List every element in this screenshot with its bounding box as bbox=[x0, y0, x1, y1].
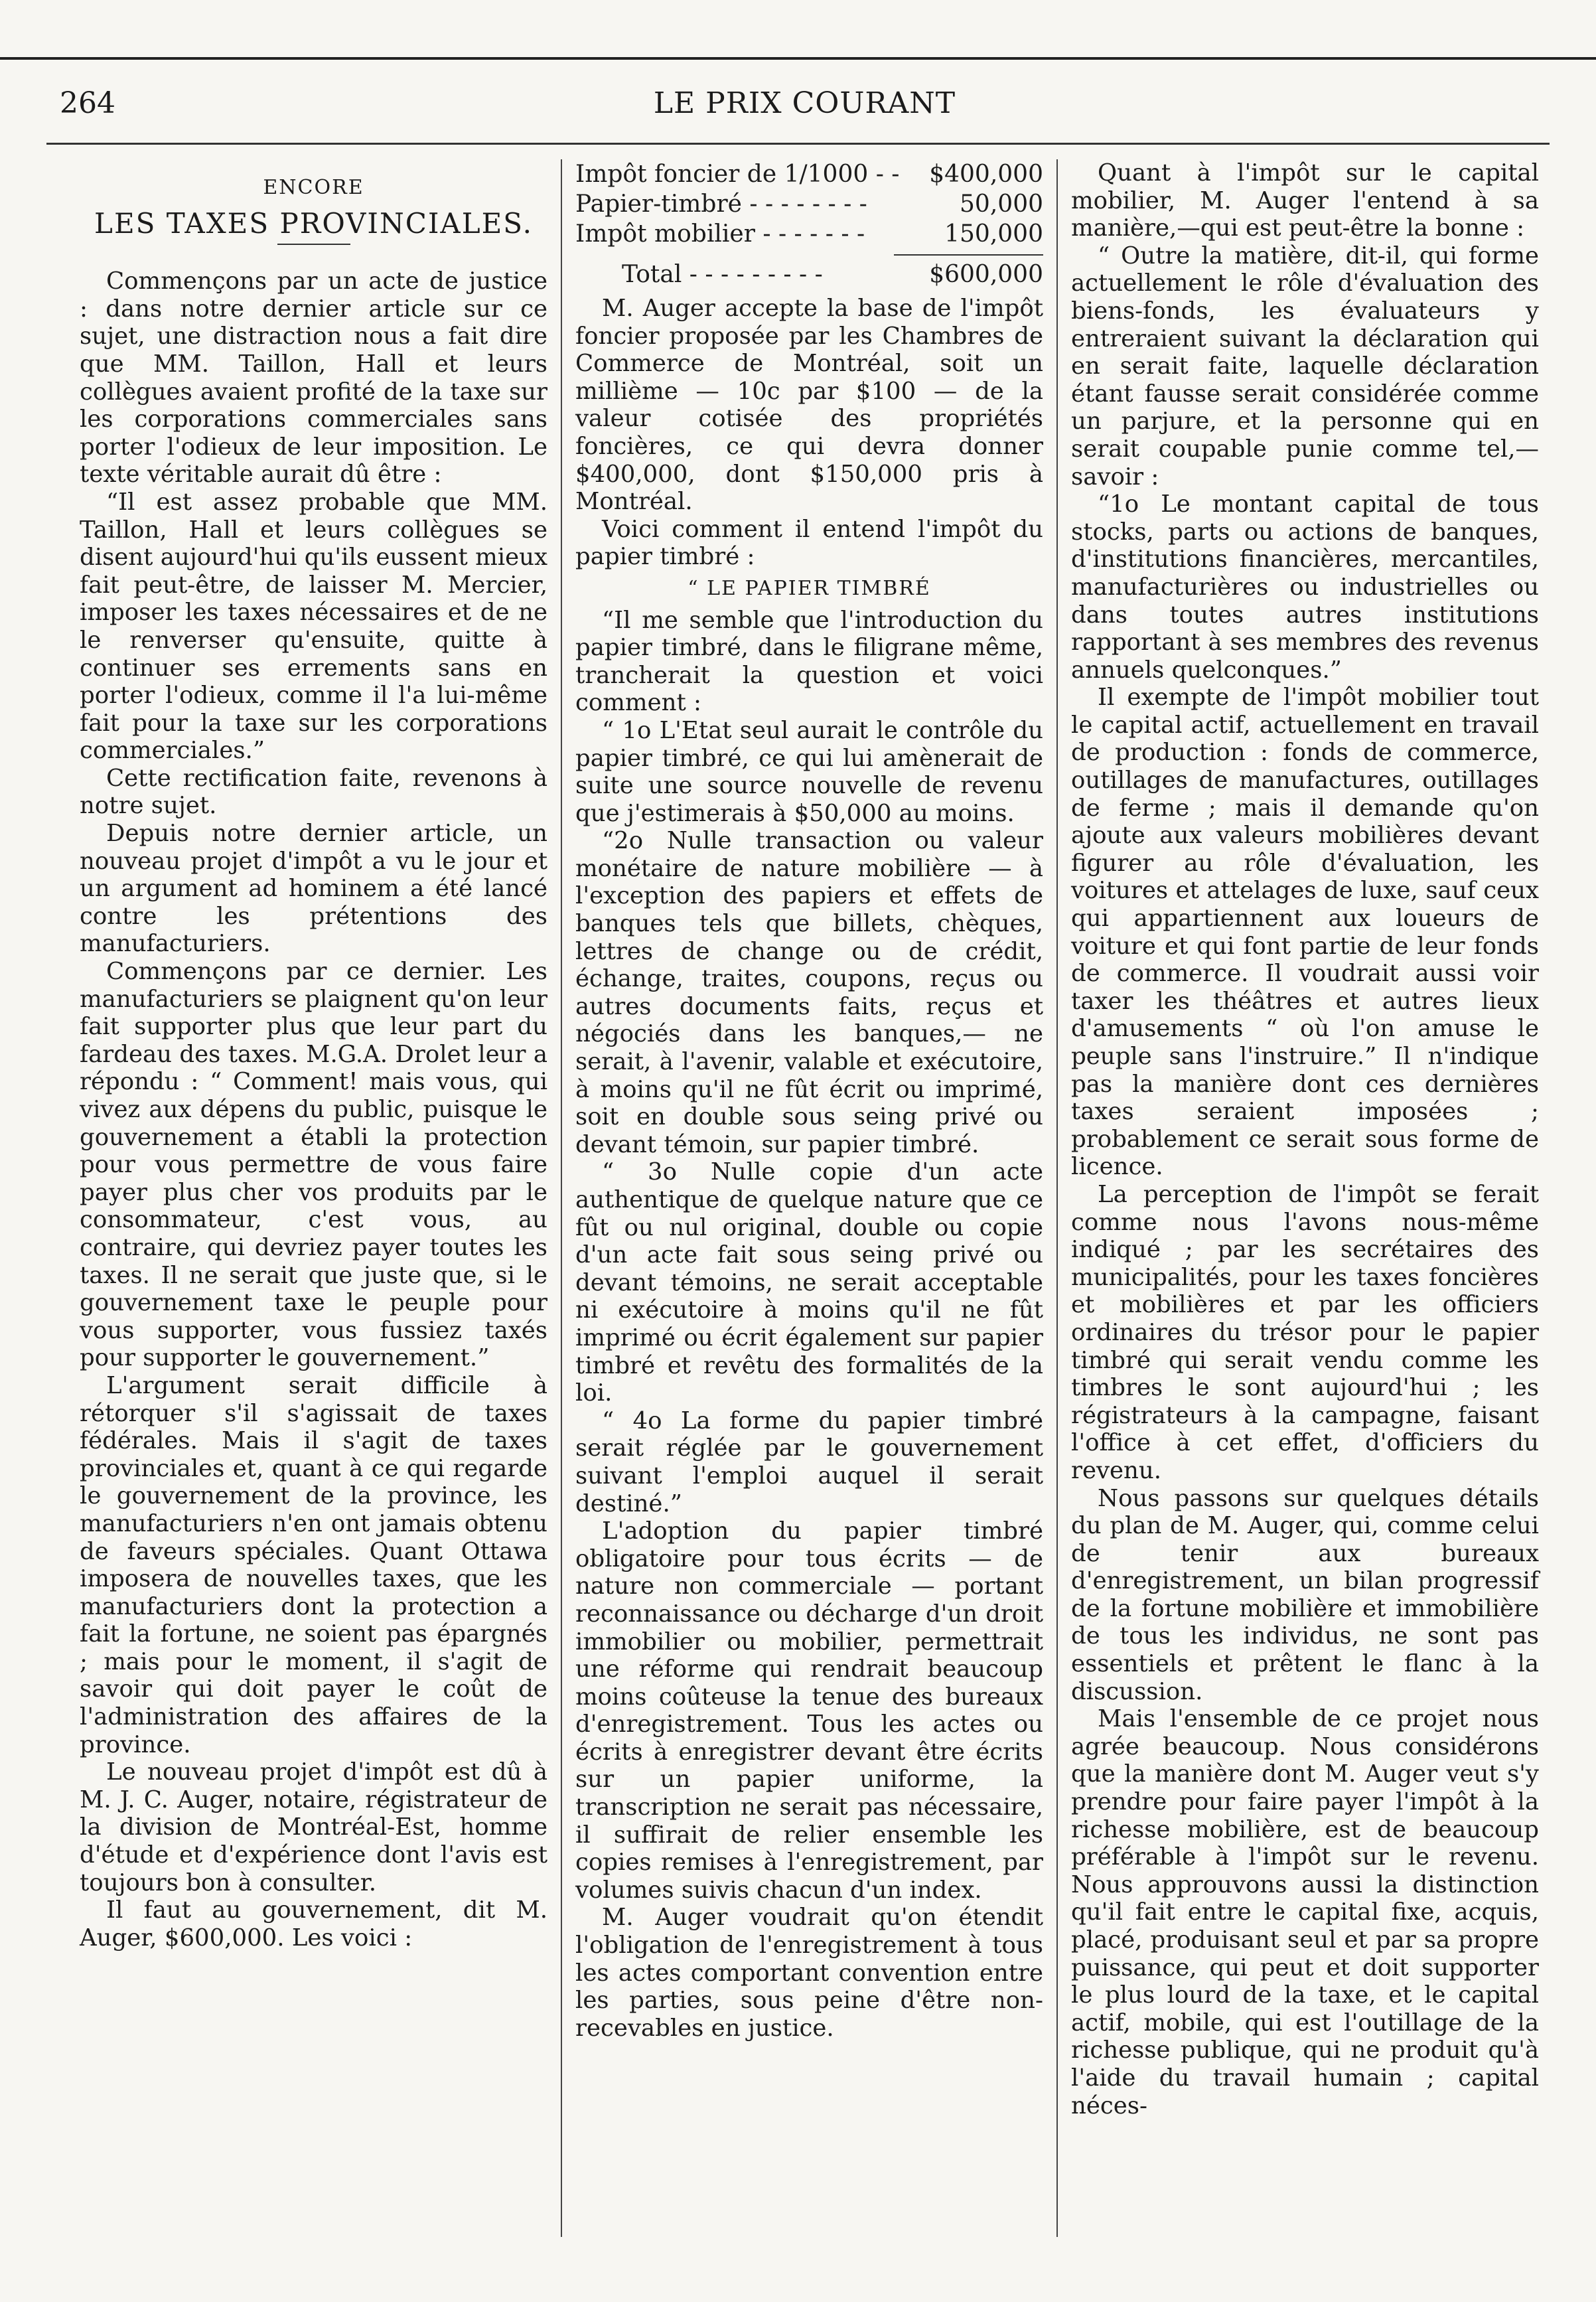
paragraph: La perception de l'impôt se ferait comme nous l'avons nous-même indiqué ; par les secrétaires des municipalités, pour les taxes foncières et mobilières et par les officiers ordinaires du trésor pour le papier timbré qui serait vendu comme les timbres le sont aujourd'hui ; les régistrateurs à la campagne, faisant l'office à cet effet, d'officiers du revenu. bbox=[1071, 1180, 1539, 1484]
paragraph: Mais l'ensemble de ce projet nous agrée beaucoup. Nous considérons que la manière dont M. Auger veut s'y prendre pour faire payer l'impôt à la richesse mobilière, est de beaucoup préférable à l'impôt sur le revenu. Nous approuvons aussi la distinction qu'il fait entre le capital fixe, acquis, placé, produisant seul et par sa propre puissance, qui peut et doit supporter le plus lourd de la taxe, et le capital actif, mobile, qui est l'outillage de la richesse publique, qui ne produit qu'à l'aide du travail humain ; capital néces- bbox=[1071, 1705, 1539, 2119]
header-rule bbox=[46, 143, 1550, 145]
paragraph: Nous passons sur quelques détails du plan de M. Auger, qui, comme celui de tenir aux bureaux d'enregistrement, un bilan progressif de la fortune mobilière et immobilière de tous les individus, ne sont pas essentiels et prêtent le flanc à la discussion. bbox=[1071, 1484, 1539, 1705]
paragraph: Cette rectification faite, revenons à notre sujet. bbox=[80, 764, 547, 820]
paragraph: Voici comment il entend l'impôt du papier timbré : bbox=[575, 515, 1043, 571]
top-border bbox=[0, 57, 1596, 60]
paragraph: Quant à l'impôt sur le capital mobilier, M. Auger l'entend à sa manière,—qui est peut-être la bonne : bbox=[1071, 159, 1539, 242]
section-subhead: “ LE PAPIER TIMBRÉ bbox=[688, 576, 931, 600]
masthead-title: LE PRIX COURANT bbox=[653, 86, 956, 120]
page-header bbox=[60, 86, 1550, 133]
tax-total-row: Total - - - - - - - - - $600,000 bbox=[622, 261, 1043, 288]
quoted-paragraph: “2o Nulle transaction ou valeur monétaire de nature mobilière — à l'exception des papiers et effets de banques tels que billets, chèques, lettres de change ou de crédit, échange, traites, coupons, reçus ou autres documents faits, reçus et négociés dans les banques,— ne serait, à l'avenir, valable et exécutoire, à moins qu'il ne fût écrit ou imprimé, soit en double sous seing privé ou devant témoin, sur papier timbré. bbox=[575, 827, 1043, 1158]
quoted-paragraph: “ 1o L'Etat seul aurait le contrôle du papier timbré, ce qui lui amènerait de suite une source nouvelle de revenu que j'estimerais à $50,000 au moins. bbox=[575, 716, 1043, 827]
tax-row: Impôt mobilier - - - - - - - 150,000 bbox=[575, 220, 1043, 248]
quoted-paragraph: “ 4o La forme du papier timbré serait réglée par le gouvernement suivant l'emploi auquel il serait destiné.” bbox=[575, 1407, 1043, 1517]
paragraph: L'argument serait difficile à rétorquer s'il s'agissait de taxes fédérales. Mais il s'agit de taxes provinciales et, quant à ce qui regarde le gouvernement de la province, les manufacturiers n'en ont jamais obtenu de faveurs spéciales. Quant Ottawa imposera de nouvelles taxes, que les manufacturiers dont la protection a fait la fortune, ne soient pas épargnés ; mais pour le moment, il s'agit de savoir qui doit payer le coût de l'administration des affaires de la province. bbox=[80, 1371, 547, 1758]
quoted-paragraph: “Il me semble que l'introduction du papier timbré, dans le filigrane même, trancherait la question et voici comment : bbox=[575, 606, 1043, 717]
tax-row: Papier-timbré - - - - - - - - 50,000 bbox=[575, 191, 1043, 218]
quoted-paragraph: “ Outre la matière, dit-il, qui forme actuellement le rôle d'évaluation des biens-fonds, les évaluateurs y entreraient suivant la déclaration qui en serait faite, laquelle déclaration étant fausse serait considérée comme un parjure, et la personne qui en serait coupable punie comme tel,—savoir : bbox=[1071, 242, 1539, 491]
quoted-paragraph: “ 3o Nulle copie d'un acte authentique de quelque nature que ce fût ou nul original, double ou copie d'un acte fait sous seing privé ou devant témoins, ne serait acceptable ni exécutoire à moins qu'il ne fût imprimé ou écrit également sur papier timbré et revêtu des formalités de la loi. bbox=[575, 1158, 1043, 1407]
paragraph: Il exempte de l'impôt mobilier tout le capital actif, actuellement en travail de production : fonds de commerce, outillages de manufactures, outillages de ferme ; mais il demande qu'on ajoute aux valeurs mobilières devant figurer au rôle d'évaluation, les voitures et attelages de luxe, sauf ceux qui appartiennent aux loueurs de voiture et qui font partie de leur fonds de commerce. Il voudrait aussi voir taxer les théâtres et autres lieux d'amusements “ où l'on amuse le peuple sans l'instruire.” Il n'indique pas la manière dont ces dernières taxes seraient imposées ; probablement ce serait sous forme de licence. bbox=[1071, 684, 1539, 1181]
paragraph: Le nouveau projet d'impôt est dû à M. J. C. Auger, notaire, régistrateur de la division de Montréal-Est, homme d'étude et d'expérience dont l'avis est toujours bon à consulter. bbox=[80, 1758, 547, 1896]
paragraph: M. Auger accepte la base de l'impôt foncier proposée par les Chambres de Commerce de Montréal, soit un millième — 10c par $100 — de la valeur cotisée des propriétés foncières, ce qui devra donner $400,000, dont $150,000 pris à Montréal. bbox=[575, 295, 1043, 516]
paragraph: Commençons par ce dernier. Les manufacturiers se plaignent qu'on leur fait supporter plus que leur part du fardeau des taxes. M.G.A. Drolet leur a répondu : “ Comment! mais vous, qui vivez aux dépens du public, puisque le gouvernement a établi la protection pour vous permettre de vous faire payer plus cher vos produits par le consommateur, c'est vous, au contraire, qui devriez payer toutes les taxes. Il ne serait que juste que, si le gouvernement taxe le peuple pour vous supporter, vous fussiez taxés pour supporter le gouvernement.” bbox=[80, 958, 547, 1372]
column-2 bbox=[575, 159, 1043, 2237]
column-1 bbox=[80, 159, 547, 2237]
column-divider bbox=[561, 159, 562, 2237]
paragraph: L'adoption du papier timbré obligatoire pour tous écrits — de nature non commerciale — portant reconnaissance ou décharge d'un droit immobilier ou mobilier, permettrait une réforme qui rendrait beaucoup moins coûteuse la tenue des bureaux d'enregistrement. Tous les actes ou écrits à enregistrer devant être écrits sur un papier uniforme, la transcription ne serait pas nécessaire, il suffirait de relier ensemble les copies remises à l'enregistrement, par volumes suivis chacun d'un index. bbox=[575, 1517, 1043, 1904]
quoted-paragraph: “Il est assez probable que MM. Taillon, Hall et leurs collègues se disent aujourd'hui qu'ils eussent mieux fait peut-être, de laisser M. Mercier, imposer les taxes nécessaires et de ne le renverser qu'ensuite, quitte à continuer ses errements sans en porter l'odieux, comme il l'a lui-même fait pour la taxe sur les corporations commerciales.” bbox=[80, 488, 548, 765]
paragraph: M. Auger voudrait qu'on étendit l'obligation de l'enregistrement à tous les actes comportant convention entre les parties, sous peine d'être non-recevables en justice. bbox=[575, 1904, 1043, 2042]
sum-rule bbox=[894, 254, 1043, 256]
quoted-paragraph: “1o Le montant capital de tous stocks, parts ou actions de banques, d'institutions financières, mercantiles, manufacturières ou industrielles ou dans toutes autres institutions rapportant à ses membres des revenus annuels quelconques.” bbox=[1071, 491, 1539, 684]
page-number: 264 bbox=[60, 86, 115, 120]
column-3 bbox=[1071, 159, 1539, 2237]
paragraph: Il faut au gouvernement, dit M. Auger, $600,000. Les voici : bbox=[80, 1896, 547, 1952]
article-title: LES TAXES PROVINCIALES. bbox=[94, 206, 533, 240]
title-rule bbox=[277, 244, 350, 245]
paragraph: Depuis notre dernier article, un nouveau projet d'impôt a vu le jour et un argument ad hominem a été lancé contre les prétentions des manufacturiers. bbox=[80, 820, 547, 958]
paragraph: Commençons par un acte de justice : dans notre dernier article sur ce sujet, une distraction nous a fait dire que MM. Taillon, Hall et leurs collègues avaient profité de la taxe sur les corporations commerciales sans porter l'odieux de leur imposition. Le texte véritable aurait dû être : bbox=[80, 268, 547, 489]
tax-row: Impôt foncier de 1/1000 - - $400,000 bbox=[575, 161, 1043, 188]
column-divider bbox=[1056, 159, 1058, 2237]
article-kicker: ENCORE bbox=[263, 176, 364, 199]
article-columns bbox=[80, 159, 1540, 2237]
tax-table bbox=[575, 159, 1043, 289]
